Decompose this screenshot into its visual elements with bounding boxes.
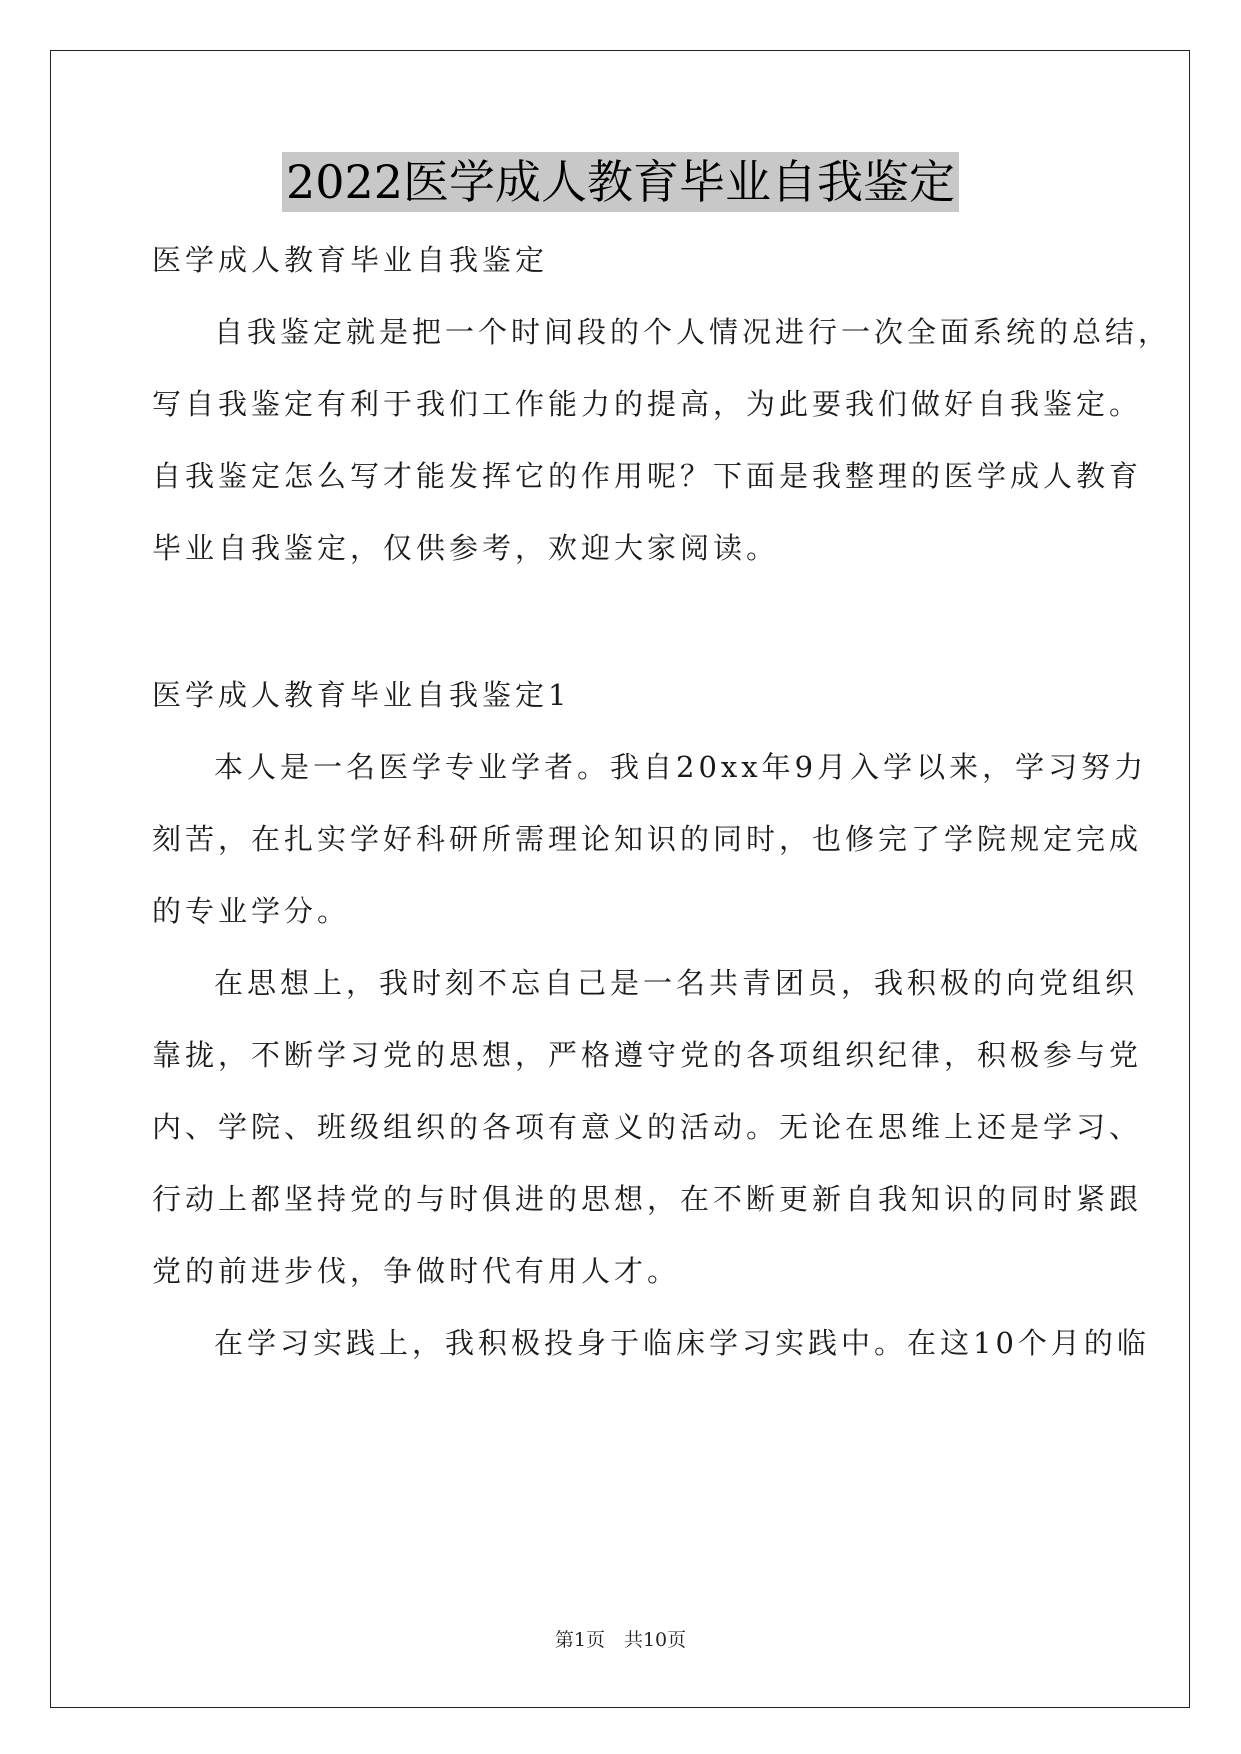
intro-line-4: 毕业自我鉴定，仅供参考，欢迎大家阅读。 <box>152 531 780 565</box>
paragraph2-line-5: 党的前进步伐，争做时代有用人才。 <box>152 1254 681 1288</box>
paragraph3-line-1: 在学习实践上，我积极投身于临床学习实践中。在这10个月的临 <box>214 1326 1150 1360</box>
paragraph2-line-2: 靠拢，不断学习党的思想，严格遵守党的各项组织纪律，积极参与党 <box>152 1038 1143 1072</box>
intro-line-2: 写自我鉴定有利于我们工作能力的提高，为此要我们做好自我鉴定。 <box>152 387 1143 421</box>
page-footer: 第1页 共10页 <box>554 1629 687 1651</box>
paragraph1-line-3: 的专业学分。 <box>152 894 351 928</box>
paragraph2-line-1: 在思想上，我时刻不忘自己是一名共青团员，我积极的向党组织 <box>214 966 1139 1000</box>
paragraph2-line-3: 内、学院、班级组织的各项有意义的活动。无论在思维上还是学习、 <box>152 1110 1143 1144</box>
section-heading: 医学成人教育毕业自我鉴定1 <box>152 678 571 712</box>
paragraph2-line-4: 行动上都坚持党的与时俱进的思想，在不断更新自我知识的同时紧跟 <box>152 1182 1143 1216</box>
page-border <box>50 50 1190 1708</box>
intro-line-3: 自我鉴定怎么写才能发挥它的作用呢？下面是我整理的医学成人教育 <box>152 459 1143 493</box>
title-container <box>0 152 1241 212</box>
document-title: 2022医学成人教育毕业自我鉴定 <box>282 152 959 212</box>
document-subtitle: 医学成人教育毕业自我鉴定 <box>152 243 549 277</box>
paragraph1-line-1: 本人是一名医学专业学者。我自20xx年9月入学以来，学习努力 <box>214 750 1148 784</box>
paragraph1-line-2: 刻苦，在扎实学好科研所需理论知识的同时，也修完了学院规定完成 <box>152 822 1143 856</box>
intro-line-1: 自我鉴定就是把一个时间段的个人情况进行一次全面系统的总结， <box>214 315 1172 349</box>
